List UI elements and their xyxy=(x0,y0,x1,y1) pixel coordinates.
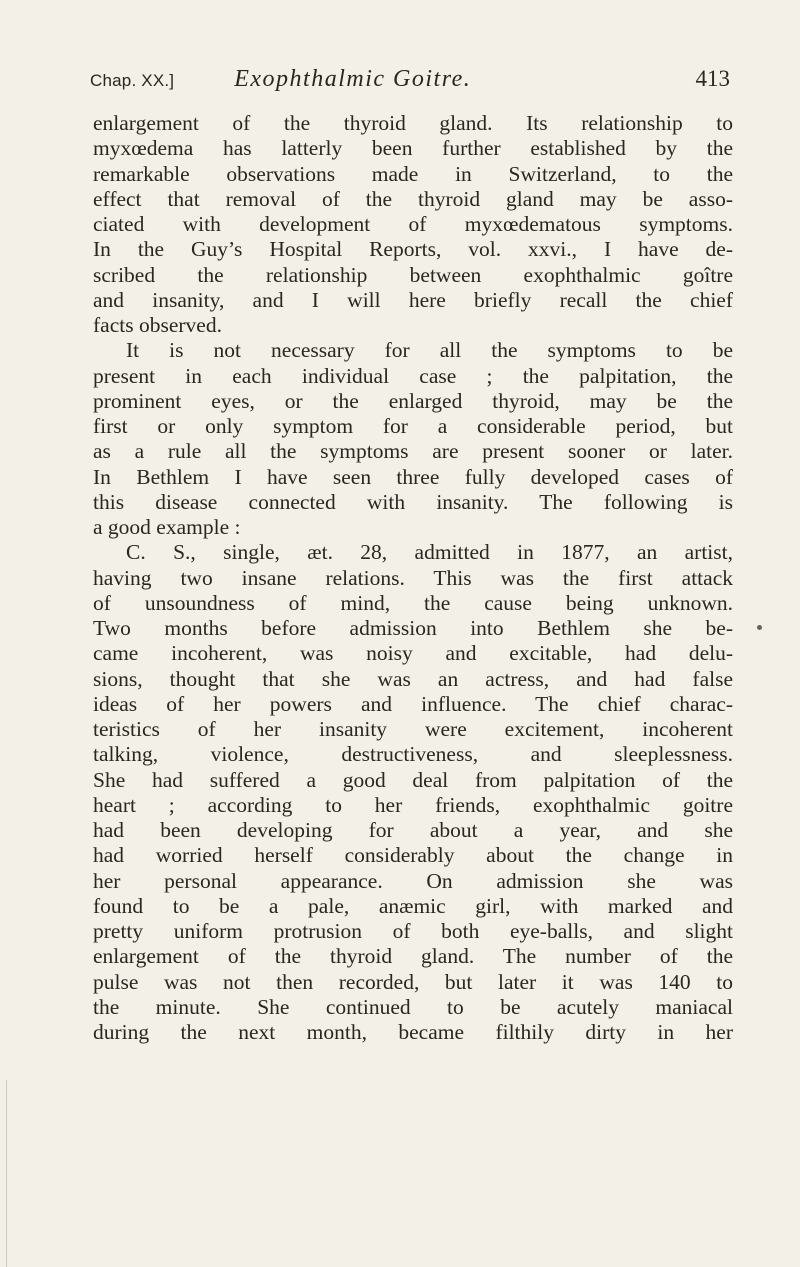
text-line: remarkable observations made in Switzerland, to the xyxy=(93,161,733,186)
text-line: In Bethlem I have seen three fully developed cases of xyxy=(93,464,733,489)
text-line: her personal appearance. On admission she was xyxy=(93,868,733,893)
text-line: had been developing for about a year, and she xyxy=(93,818,733,842)
text-line: effect that removal of the thyroid gland may be asso- xyxy=(93,186,733,211)
running-head xyxy=(90,66,730,96)
text-line: scribed the relationship between exophthalmic goître xyxy=(93,262,733,287)
text-line: myxœdema has latterly been further established by the xyxy=(93,136,733,161)
text-line: pretty uniform protrusion of both eye-balls, and slight xyxy=(93,919,733,943)
text-line: the minute. She continued to be acutely maniacal xyxy=(93,994,733,1019)
text-line: In the Guy’s Hospital Reports, vol. xxvi., I have de- xyxy=(93,237,733,262)
text-line: Two months before admission into Bethlem she be- xyxy=(93,616,733,640)
body-text xyxy=(93,111,733,1045)
text-line: facts observed. xyxy=(93,313,222,337)
text-line: as a rule all the symptoms are present sooner or later. xyxy=(93,439,733,464)
text-line: found to be a pale, anæmic girl, with marked and xyxy=(93,893,733,918)
text-line: ciated with development of myxœdematous symptoms. xyxy=(93,212,733,236)
text-line: teristics of her insanity were excitement, incoherent xyxy=(93,717,733,741)
text-line: sions, thought that she was an actress, and had false xyxy=(93,666,733,691)
text-line: present in each individual case ; the palpitation, the xyxy=(93,363,733,388)
text-line: of unsoundness of mind, the cause being unknown. xyxy=(93,590,733,615)
text-line: this disease connected with insanity. The following is xyxy=(93,489,733,514)
text-line: C. S., single, æt. 28, admitted in 1877, an artist, xyxy=(126,540,733,565)
text-line: enlargement of the thyroid gland. Its relationship to xyxy=(93,111,733,135)
text-line: It is not necessary for all the symptoms to be xyxy=(126,338,733,363)
text-line: having two insane relations. This was the first attack xyxy=(93,565,733,590)
text-line: heart ; according to her friends, exophthalmic goitre xyxy=(93,792,733,817)
text-line: pulse was not then recorded, but later it was 140 to xyxy=(93,969,733,994)
text-line: first or only symptom for a considerable period, but xyxy=(93,414,733,438)
text-line: talking, violence, destructiveness, and sleeplessness. xyxy=(93,742,733,767)
chapter-label: Chap. XX.] xyxy=(90,71,175,90)
text-line: a good example : xyxy=(93,515,241,539)
ink-speck xyxy=(757,625,762,630)
text-line: during the next month, became filthily dirty in her xyxy=(93,1020,733,1044)
text-line: enlargement of the thyroid gland. The number of the xyxy=(93,944,733,969)
text-line: had worried herself considerably about the change in xyxy=(93,843,733,868)
text-line: She had suffered a good deal from palpitation of the xyxy=(93,767,733,792)
page-number: 413 xyxy=(695,66,730,91)
text-line: prominent eyes, or the enlarged thyroid, may be the xyxy=(93,388,733,413)
page-edge-shadow xyxy=(6,1080,7,1267)
text-line: and insanity, and I will here briefly recall the chief xyxy=(93,287,733,312)
text-line: ideas of her powers and influence. The chief charac- xyxy=(93,691,733,716)
text-line: came incoherent, was noisy and excitable, had delu- xyxy=(93,641,733,666)
running-title: Exophthalmic Goitre. xyxy=(234,66,472,92)
